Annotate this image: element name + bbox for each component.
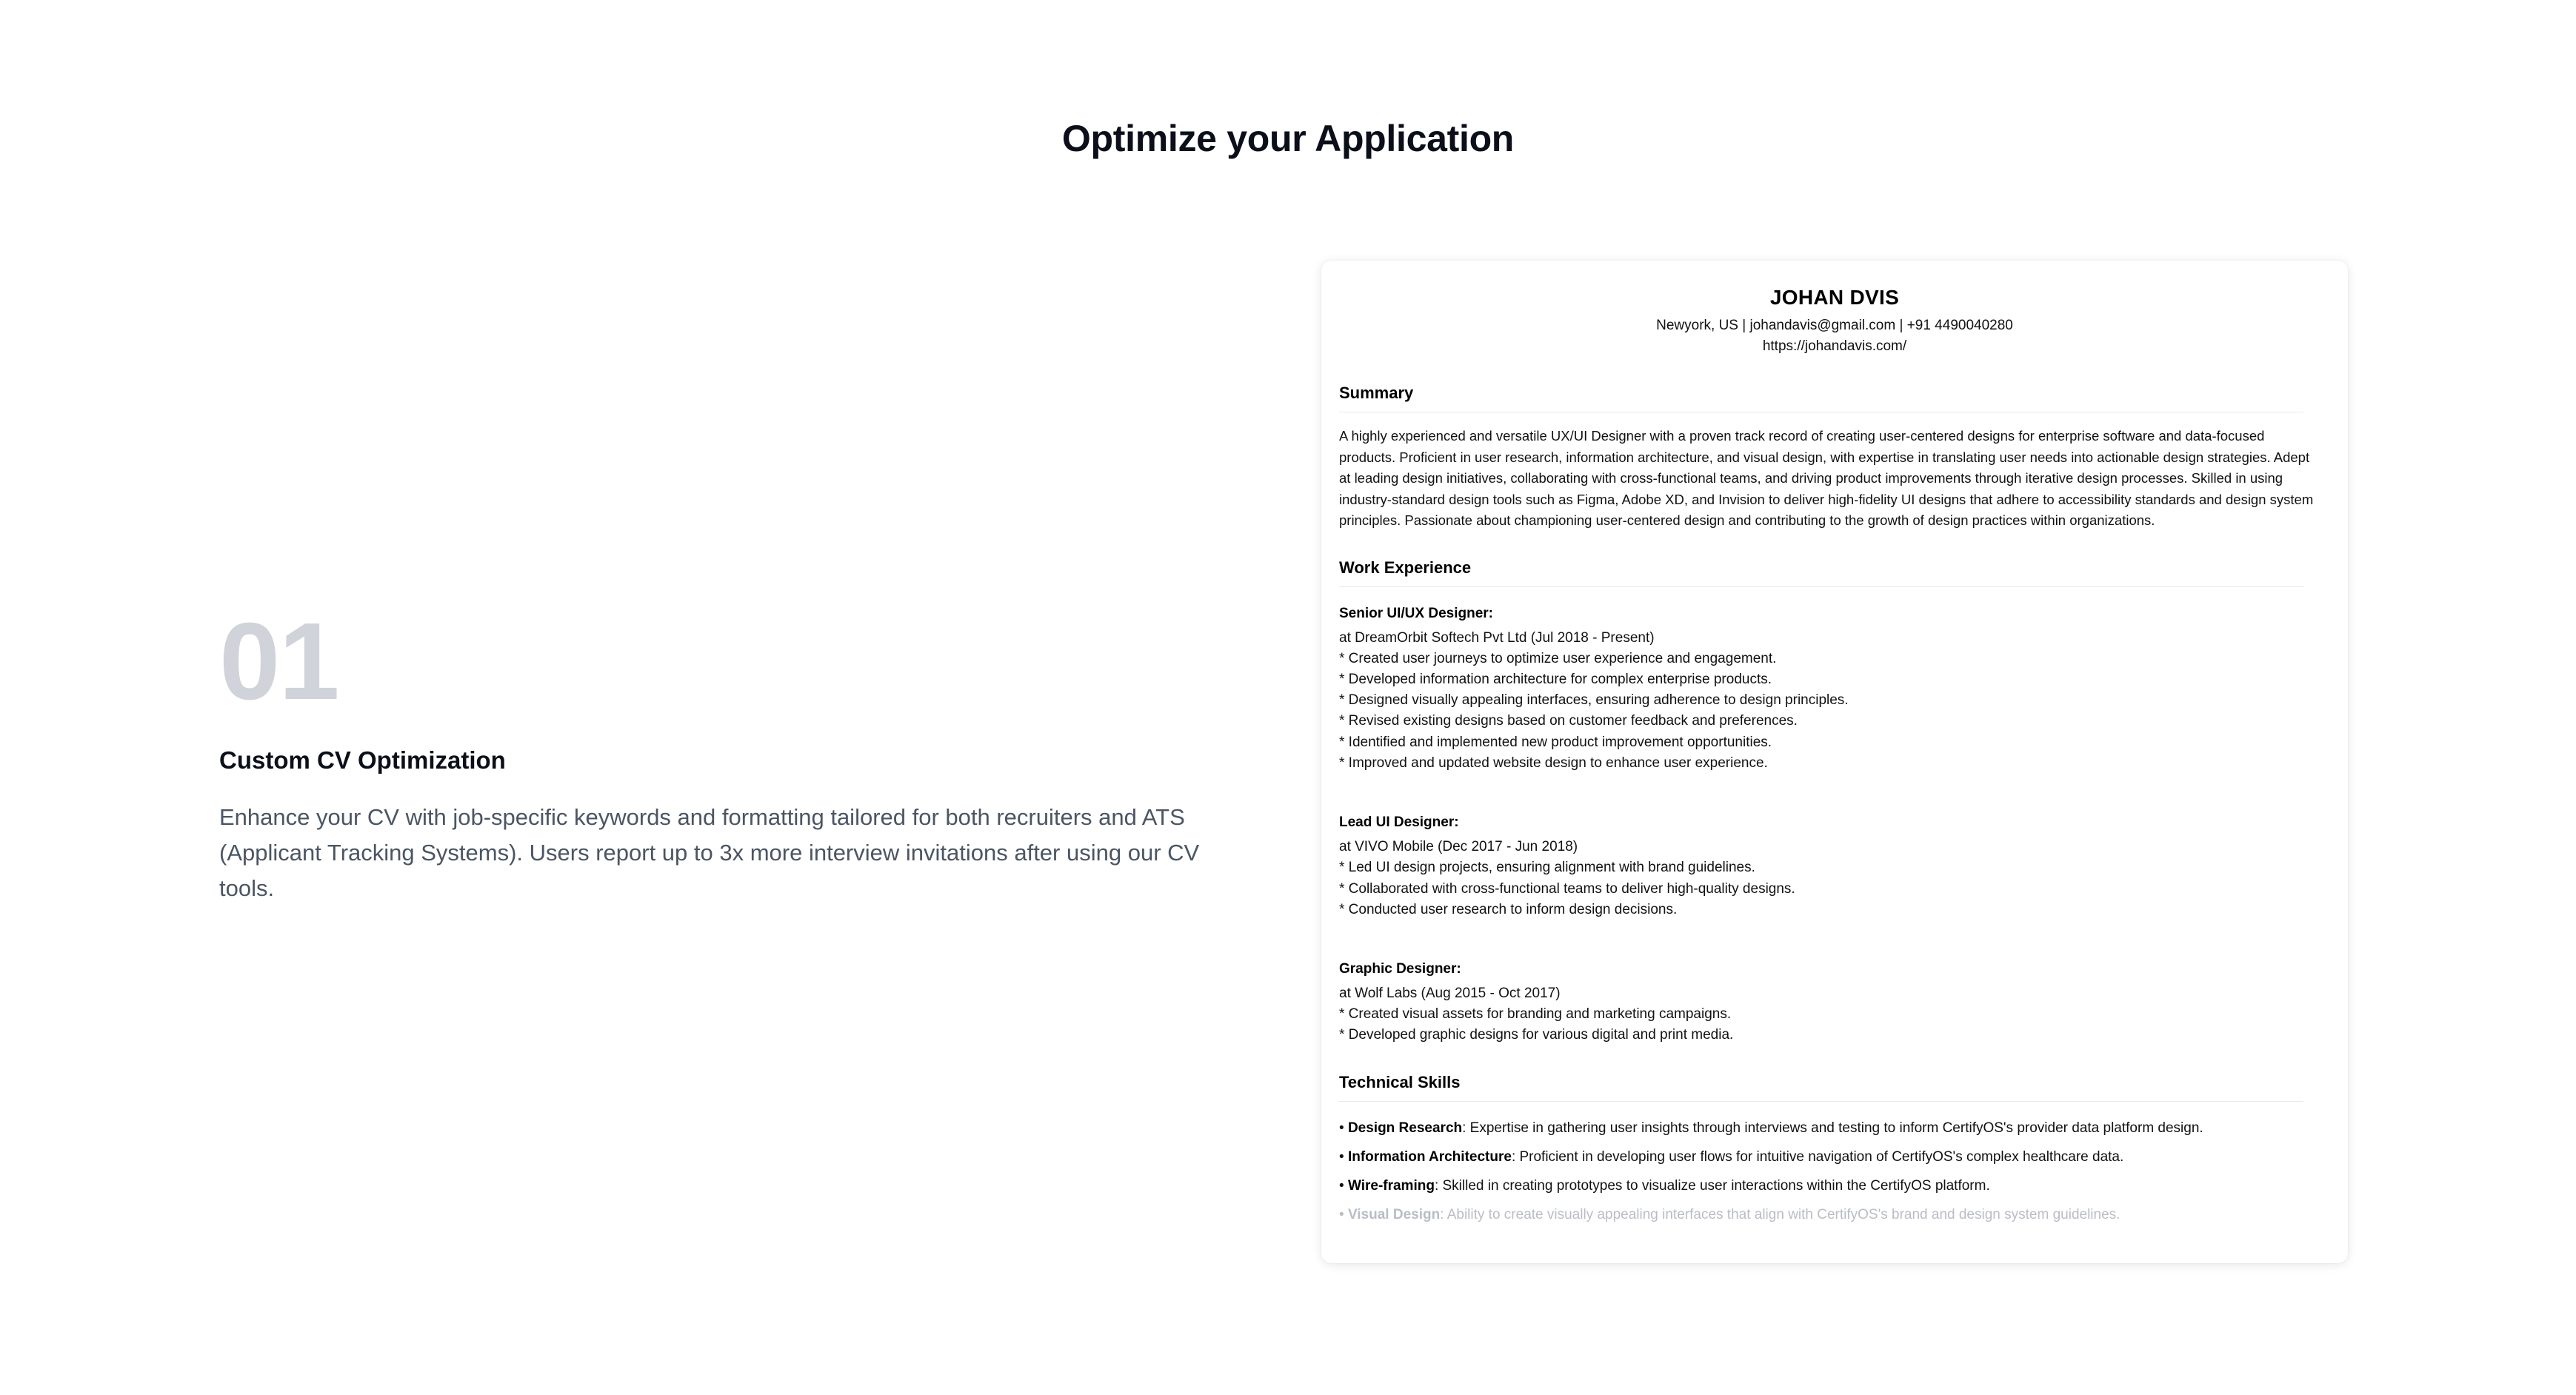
job-bullet: * Developed graphic designs for various digital and print media. <box>1339 1027 1734 1043</box>
skill-name: Visual Design <box>1347 1206 1441 1222</box>
cv-contact: Newyork, US | johandavis@gmail.com | +91 4490040280 <box>1656 318 2013 333</box>
cv-skills-section <box>1339 1073 2330 1225</box>
cv-experience-section <box>1339 558 2330 1046</box>
feature-title: Custom CV Optimization <box>219 746 506 774</box>
feature-number: 01 <box>219 601 338 723</box>
skill-name: Wire-framing <box>1347 1177 1435 1194</box>
cv-preview-card <box>1321 261 2348 1263</box>
job-title: Graphic Designer: <box>1339 961 1461 977</box>
job-bullet: * Designed visually appealing interfaces, ensuring adherence to design principles. <box>1339 692 1849 709</box>
feature-block <box>219 601 1256 906</box>
skill-name: Design Research <box>1347 1120 1463 1136</box>
page-title: Optimize your Application <box>1061 118 1515 159</box>
job-title: Senior UI/UX Designer: <box>1339 605 1493 621</box>
skill-text: : Proficient in developing user flows for intuitive navigation of CertifyOS's complex healthcare data. <box>1511 1148 2124 1165</box>
job-bullet: * Conducted user research to inform design decisions. <box>1339 901 1678 917</box>
cv-url: https://johandavis.com/ <box>1762 338 1907 354</box>
job-bullet: * Revised existing designs based on customer feedback and preferences. <box>1339 713 1798 729</box>
job-company: at Wolf Labs (Aug 2015 - Oct 2017) <box>1339 986 1561 1002</box>
cv-section-heading: Technical Skills <box>1339 1073 2303 1102</box>
job-bullet: * Created visual assets for branding and marketing campaigns. <box>1339 1006 1732 1023</box>
job-company: at DreamOrbit Softech Pvt Ltd (Jul 2018 - Present) <box>1339 629 1655 646</box>
job-bullet: * Identified and implemented new product improvement opportunities. <box>1339 734 1772 750</box>
cv-section-heading: Summary <box>1339 384 2303 412</box>
skill-name: Information Architecture <box>1347 1148 1512 1165</box>
skill-item: • Wire-framing: Skilled in creating prototypes to visualize user interactions within the CertifyOS platform. <box>1339 1177 1990 1194</box>
feature-description: Enhance your CV with job-specific keywords and formatting tailored for both recruiters and ATS (Applicant Tracking Systems). Users report up to 3x more interview invitations after using our CV tools. <box>219 804 1200 901</box>
skill-item: • Information Architecture: Proficient in developing user flows for intuitive navigation of CertifyOS's complex healthcare data. <box>1339 1148 2124 1165</box>
job-bullet: * Led UI design projects, ensuring alignment with brand guidelines. <box>1339 860 1755 876</box>
skills-list <box>1339 1118 2330 1225</box>
job-bullet: * Improved and updated website design to enhance user experience. <box>1339 755 1768 771</box>
cv-section-heading: Work Experience <box>1339 558 2303 587</box>
job-bullet: * Collaborated with cross-functional teams to deliver high-quality designs. <box>1339 880 1795 897</box>
cv-name: JOHAN DVIS <box>1769 286 1900 309</box>
skill-item: • Design Research: Expertise in gathering user insights through interviews and testing to inform CertifyOS's provider data platform design. <box>1339 1120 2203 1136</box>
job-title: Lead UI Designer: <box>1339 814 1459 831</box>
job-bullet: * Created user journeys to optimize user experience and engagement. <box>1339 650 1777 666</box>
skill-text: : Expertise in gathering user insights through interviews and testing to inform CertifyOS's provider data platform design. <box>1462 1120 2203 1136</box>
job-entry <box>1339 603 2330 775</box>
job-company: at VIVO Mobile (Dec 2017 - Jun 2018) <box>1339 839 1578 855</box>
cv-summary-text: A highly experienced and versatile UX/UI Designer with a proven track record of creating user-centered designs for enterprise software and data-focused products. Proficient in user research, information architecture, and visual design, with expertise in translating user needs into actionable design strategies. Adept at leading design initiatives, collaborating with cross-functional teams, and driving product improvements through iterative design processes. Skilled in using industry-standard design tools such as Figma, Adobe XD, and Invision to deliver high-fidelity UI designs that adhere to accessibility standards and design system principles. Passionate about championing user-centered design and contributing to the growth of design practices within organizations. <box>1339 428 2314 528</box>
skill-text: : Skilled in creating prototypes to visualize user interactions within the CertifyOS platform. <box>1434 1177 1990 1194</box>
skill-text: : Ability to create visually appealing interfaces that align with CertifyOS's brand and design system guidelines. <box>1440 1206 2120 1222</box>
cv-summary-section <box>1339 384 2330 532</box>
job-entry <box>1339 959 2330 1046</box>
job-entry <box>1339 812 2330 920</box>
skill-item: • Visual Design: Ability to create visually appealing interfaces that align with CertifyOS's brand and design system guidelines. <box>1339 1206 2120 1222</box>
job-bullet: * Developed information architecture for complex enterprise products. <box>1339 671 1772 687</box>
